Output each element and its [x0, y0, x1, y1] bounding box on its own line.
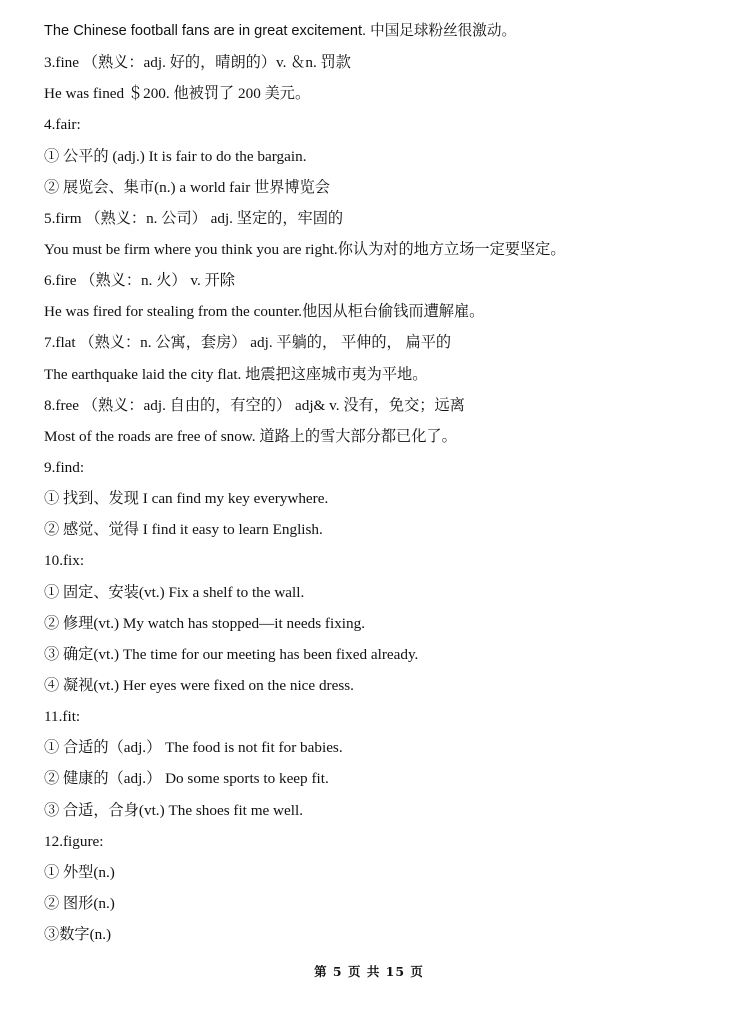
document-body: [44, 16, 704, 950]
meaning-item: ① 固定、安装(vt.) Fix a shelf to the wall.: [44, 583, 305, 601]
vocab-heading: 12.figure:: [44, 832, 104, 850]
example-sentence: You must be firm where you think you are right.你认为对的地方立场一定要坚定。: [44, 240, 566, 258]
meaning-item: ③ 确定(vt.) The time for our meeting has been fixed already.: [44, 645, 419, 663]
meaning-item: ② 展览会、集市(n.) a world fair 世界博览会: [44, 178, 330, 196]
meaning-item: ③数字(n.): [44, 926, 112, 944]
meaning-item: ② 感觉、觉得 I find it easy to learn English.: [44, 521, 323, 539]
vocab-heading: 3.fine （熟义：adj. 好的，晴朗的）v. ＆n. 罚款: [44, 54, 351, 72]
page-number-footer: 第 5 页 共 15 页: [314, 964, 424, 979]
meaning-item: ① 合适的（adj.） The food is not fit for babies.: [44, 739, 343, 757]
meaning-item: ① 公平的 (adj.) It is fair to do the bargain.: [44, 147, 307, 165]
vocab-heading: 8.free （熟义：adj. 自由的，有空的） adj& v. 没有，免交；远离: [44, 396, 465, 414]
example-sentence: The earthquake laid the city flat. 地震把这座城市夷为平地。: [44, 365, 428, 383]
vocab-heading: 9.find:: [44, 458, 85, 476]
meaning-item: ③ 合适，合身(vt.) The shoes fit me well.: [44, 801, 303, 819]
meaning-item: ④ 凝视(vt.) Her eyes were fixed on the nice dress.: [44, 676, 354, 694]
vocab-heading: 5.firm （熟义：n. 公司） adj. 坚定的，牢固的: [44, 209, 344, 227]
example-sentence: He was fired for stealing from the counter.他因从柜台偷钱而遭解雇。: [44, 303, 485, 321]
meaning-item: ② 修理(vt.) My watch has stopped—it needs fixing.: [44, 614, 365, 632]
meaning-item: ② 健康的（adj.） Do some sports to keep fit.: [44, 770, 329, 788]
vocab-heading: 6.fire （熟义：n. 火） v. 开除: [44, 272, 235, 290]
meaning-item: ② 图形(n.): [44, 894, 115, 912]
vocab-heading: 7.flat （熟义：n. 公寓，套房） adj. 平躺的， 平伸的， 扁平的: [44, 334, 452, 352]
example-sentence: Most of the roads are free of snow. 道路上的雪大部分都已化了。: [44, 427, 457, 445]
example-sentence: He was fined ＄200. 他被罚了 200 美元。: [44, 85, 311, 103]
text-line: The Chinese football fans are in great excitement. 中国足球粉丝很激动。: [44, 23, 517, 39]
meaning-item: ① 找到、发现 I can find my key everywhere.: [44, 490, 329, 508]
vocab-heading: 10.fix:: [44, 552, 85, 570]
meaning-item: ① 外型(n.): [44, 863, 115, 881]
vocab-heading: 4.fair:: [44, 116, 81, 134]
vocab-heading: 11.fit:: [44, 708, 81, 726]
